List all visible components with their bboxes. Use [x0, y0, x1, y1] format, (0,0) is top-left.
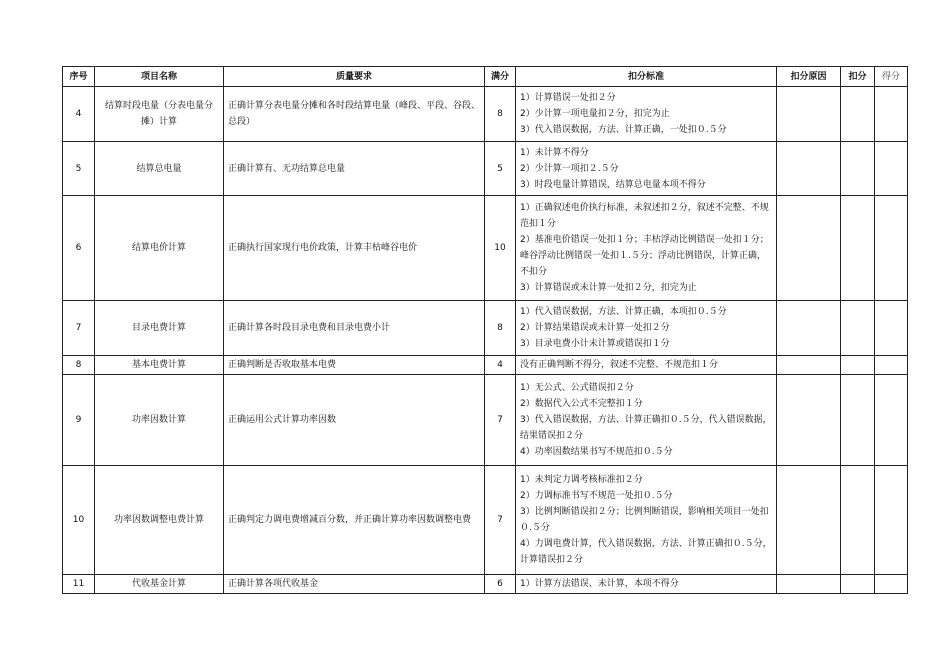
header-deduction-reason: 扣分原因: [777, 67, 841, 87]
standard-line: 3）代入错误数据，方法、计算正确，一处扣０.５分: [520, 125, 727, 135]
row-standards: [516, 356, 777, 375]
row-standards: [516, 142, 777, 196]
standard-line: 1）未判定力调考核标准扣２分: [520, 475, 643, 485]
standard-line: 2）少计算一项电量扣２分，扣完为止: [520, 109, 670, 119]
row-requirement: 正确计算各时段目录电费和目录电费小计: [224, 301, 485, 356]
row-deduction[interactable]: [841, 466, 875, 575]
standard-line: 2）计算结果错误或未计算一处扣２分: [520, 323, 670, 333]
standard-line: 1）计算错误一处扣２分: [520, 93, 616, 103]
row-no: 7: [63, 301, 95, 356]
scoring-table: [62, 66, 908, 594]
standard-line: 2）少计算一项扣２.５分: [520, 163, 619, 174]
row-deduction-reason[interactable]: [777, 356, 841, 375]
row-standards: [516, 87, 777, 142]
header-item-name: 项目名称: [95, 67, 224, 87]
table-row: [63, 301, 908, 356]
table-row: [63, 575, 908, 594]
row-deduction[interactable]: [841, 375, 875, 466]
row-full-score: 7: [485, 375, 516, 466]
row-deduction-reason[interactable]: [777, 87, 841, 142]
standard-line: 1）计算方法错误、未计算，本项不得分: [520, 579, 679, 589]
standard-line: 没有正确判断不得分，叙述不完整、不规范扣１分: [520, 360, 719, 370]
scoring-sheet: [62, 66, 907, 594]
standard-line: 1）代入错误数据，方法、计算正确，本项扣０.５分: [520, 307, 727, 317]
standard-line: 1）正确叙述电价执行标准，未叙述扣２分，叙述不完整、不规范扣１分: [520, 203, 769, 229]
row-deduction[interactable]: [841, 356, 875, 375]
standard-line: 2）基准电价错误一处扣１分；丰枯浮动比例错误一处扣１分；峰谷浮动比例错误一处扣１.５分；浮动比例错误，计算正确，不扣分: [520, 235, 769, 277]
row-final-score[interactable]: [875, 575, 908, 594]
row-item-name: 结算电价计算: [95, 196, 224, 301]
row-full-score: 5: [485, 142, 516, 196]
standard-line: 2）力调标准书写不规范一处扣０.５分: [520, 491, 673, 501]
row-full-score: 6: [485, 575, 516, 594]
row-item-name: 结算总电量: [95, 142, 224, 196]
header-full-score: 满分: [485, 67, 516, 87]
row-deduction-reason[interactable]: [777, 142, 841, 196]
row-requirement: 正确运用公式计算功率因数: [224, 375, 485, 466]
table-body: [63, 87, 908, 594]
row-no: 10: [63, 466, 95, 575]
row-full-score: 8: [485, 301, 516, 356]
row-no: 6: [63, 196, 95, 301]
row-deduction[interactable]: [841, 142, 875, 196]
standard-line: 1）无公式、公式错误扣２分: [520, 383, 634, 393]
row-full-score: 7: [485, 466, 516, 575]
row-final-score[interactable]: [875, 142, 908, 196]
row-standards: [516, 301, 777, 356]
header-final-score: 得分: [875, 67, 908, 87]
header-quality-requirement: 质量要求: [224, 67, 485, 87]
standard-line: 3）时段电量计算错误，结算总电量本项不得分: [520, 179, 706, 190]
row-requirement: 正确计算有、无功结算总电量: [224, 142, 485, 196]
row-item-name: 基本电费计算: [95, 356, 224, 375]
header-row: [63, 67, 908, 87]
row-requirement: 正确判断是否收取基本电费: [224, 356, 485, 375]
row-deduction-reason[interactable]: [777, 375, 841, 466]
row-final-score[interactable]: [875, 196, 908, 301]
header-deduction: 扣分: [841, 67, 875, 87]
standard-line: 4）功率因数结果书写不规范扣０.５分: [520, 447, 673, 457]
row-item-name: 结算时段电量（分表电量分摊）计算: [95, 87, 224, 142]
row-requirement: 正确判定力调电费增减百分数，并正确计算功率因数调整电费: [224, 466, 485, 575]
standard-line: 3）目录电费小计未计算或错误扣１分: [520, 339, 670, 349]
row-standards: [516, 575, 777, 594]
row-final-score[interactable]: [875, 466, 908, 575]
row-item-name: 功率因数调整电费计算: [95, 466, 224, 575]
row-deduction-reason[interactable]: [777, 466, 841, 575]
row-deduction-reason[interactable]: [777, 196, 841, 301]
table-row: [63, 375, 908, 466]
row-item-name: 目录电费计算: [95, 301, 224, 356]
row-full-score: 10: [485, 196, 516, 301]
row-no: 9: [63, 375, 95, 466]
row-final-score[interactable]: [875, 356, 908, 375]
table-row: [63, 356, 908, 375]
table-row: [63, 142, 908, 196]
row-no: 4: [63, 87, 95, 142]
header-no: 序号: [63, 67, 95, 87]
standard-line: 2）数据代入公式不完整扣１分: [520, 399, 643, 409]
row-standards: [516, 466, 777, 575]
row-deduction[interactable]: [841, 87, 875, 142]
table-row: [63, 466, 908, 575]
table-row: [63, 196, 908, 301]
table-row: [63, 87, 908, 142]
table-header: [63, 67, 908, 87]
standard-line: 4）力调电费计算，代入错误数据，方法、计算正确扣０.５分，计算错误扣２分: [520, 539, 772, 565]
row-full-score: 8: [485, 87, 516, 142]
row-no: 11: [63, 575, 95, 594]
row-deduction[interactable]: [841, 575, 875, 594]
row-deduction[interactable]: [841, 196, 875, 301]
row-final-score[interactable]: [875, 87, 908, 142]
row-final-score[interactable]: [875, 301, 908, 356]
row-standards: [516, 196, 777, 301]
row-requirement: 正确执行国家现行电价政策，计算丰枯峰谷电价: [224, 196, 485, 301]
row-full-score: 4: [485, 356, 516, 375]
row-no: 8: [63, 356, 95, 375]
row-standards: [516, 375, 777, 466]
row-requirement: 正确计算各项代收基金: [224, 575, 485, 594]
row-deduction[interactable]: [841, 301, 875, 356]
row-item-name: 代收基金计算: [95, 575, 224, 594]
standard-line: 3）代入错误数据，方法、计算正确扣０.５分，代入错误数据，结果错误扣２分: [520, 415, 772, 441]
row-requirement: 正确计算分表电量分摊和各时段结算电量（峰段、平段、谷段、总段）: [224, 87, 485, 142]
row-item-name: 功率因数计算: [95, 375, 224, 466]
standard-line: 3）计算错误或未计算一处扣２分，扣完为止: [520, 283, 697, 293]
standard-line: 3）比例判断错误扣２分；比例判断错误，影响相关项目一处扣０.５分: [520, 507, 769, 533]
header-deduction-standard: 扣分标准: [516, 67, 777, 87]
row-final-score[interactable]: [875, 375, 908, 466]
row-no: 5: [63, 142, 95, 196]
row-deduction-reason[interactable]: [777, 301, 841, 356]
standard-line: 1）未计算不得分: [520, 147, 589, 158]
row-deduction-reason[interactable]: [777, 575, 841, 594]
